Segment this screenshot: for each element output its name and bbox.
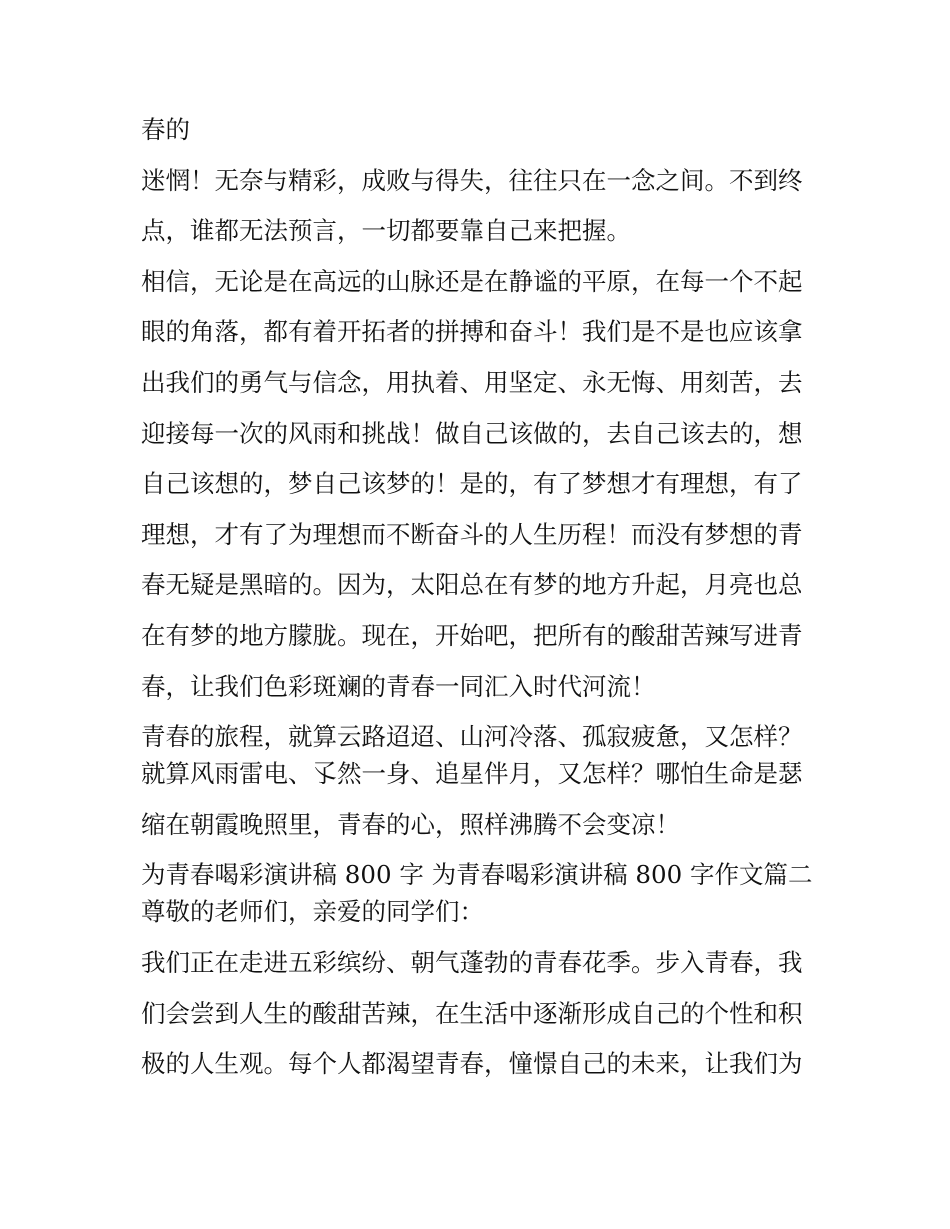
salutation-line: 尊敬的老师们，亲爱的同学们： <box>141 897 484 927</box>
text-line: 缩在朝霞晚照里，青春的心，照样沸腾不会变凉！ <box>141 809 680 839</box>
text-line: 青春的旅程，就算云路迢迢、山河冷落、孤寂疲惫，又怎样？ <box>141 722 803 752</box>
text-line: 相信，无论是在高远的山脉还是在静谧的平原，在每一个不起 <box>141 266 803 296</box>
document-body <box>141 108 821 1093</box>
text-line: 在有梦的地方朦胧。现在，开始吧，把所有的酸甜苦辣写进青 <box>141 620 803 650</box>
text-line: 春，让我们色彩斑斓的青春一同汇入时代河流！ <box>141 671 656 701</box>
text-line: 春无疑是黑暗的。因为，太阳总在有梦的地方升起，月亮也总 <box>141 570 803 600</box>
text-line: 迷惘！无奈与精彩，成败与得失，往往只在一念之间。不到终 <box>141 165 803 195</box>
text-line: 我们正在走进五彩缤纷、朝气蓬勃的青春花季。步入青春，我 <box>141 947 803 977</box>
text-line: 出我们的勇气与信念，用执着、用坚定、永无悔、用刻苦，去 <box>141 367 803 397</box>
text-line: 就算风雨雷电、孓然一身、追星伴月，又怎样？哪怕生命是瑟 <box>141 759 803 789</box>
text-line: 理想，才有了为理想而不断奋斗的人生历程！而没有梦想的青 <box>141 519 803 549</box>
text-line: 们会尝到人生的酸甜苦辣，在生活中逐渐形成自己的个性和积 <box>141 998 803 1028</box>
text-line: 眼的角落，都有着开拓者的拼搏和奋斗！我们是不是也应该拿 <box>141 317 803 347</box>
text-line: 迎接每一次的风雨和挑战！做自己该做的，去自己该去的，想 <box>141 418 803 448</box>
text-line: 点，谁都无法预言，一切都要靠自己来把握。 <box>141 216 631 246</box>
text-line: 春的 <box>141 115 190 144</box>
text-line: 极的人生观。每个人都渴望青春，憧憬自己的未来，让我们为 <box>141 1049 803 1079</box>
text-line: 自己该想的，梦自己该梦的！是的，有了梦想才有理想，有了 <box>141 469 803 499</box>
section-heading: 为青春喝彩演讲稿 800 字 为青春喝彩演讲稿 800 字作文篇二 <box>141 860 813 890</box>
